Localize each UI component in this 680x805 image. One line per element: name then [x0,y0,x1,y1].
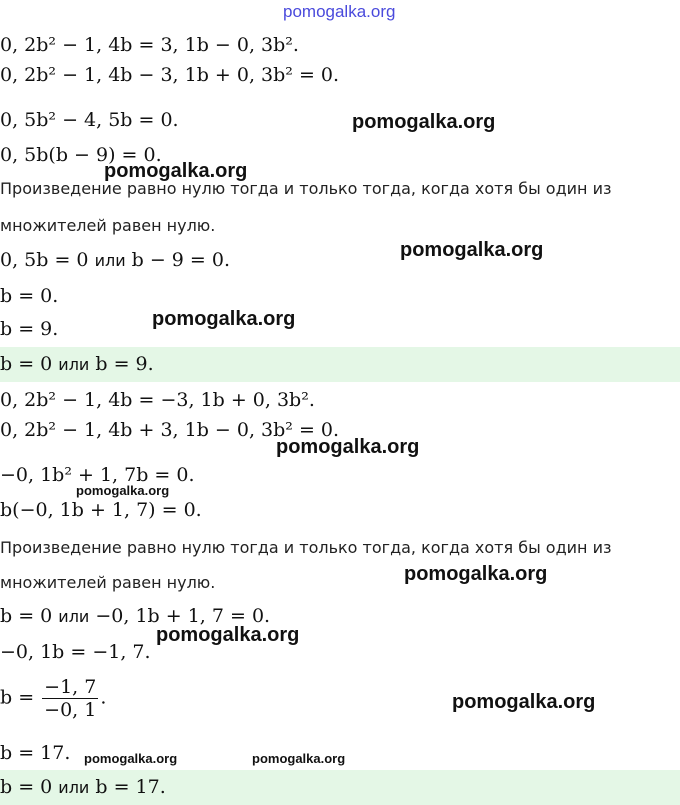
equation-part: . [100,686,107,709]
watermark-text: pomogalka.org [352,111,496,133]
rule-text: Произведение равно нулю тогда и только тогда, когда хотя бы один из [0,538,612,557]
answer-line [0,775,166,800]
equation-part: b = [0,686,35,709]
fraction-numerator: −1, 7 [44,676,97,698]
equation-part: b = 0 [0,776,53,798]
equation-line: 0, 5b(b − 9) = 0. [0,144,162,166]
conjunction-text: или [58,355,90,374]
equation-line: 0, 5b² − 4, 5b = 0. [0,109,179,131]
equation-part: b = 17. [95,776,166,798]
equation-line: b = 17. [0,742,71,764]
equation-part: b = 9. [95,353,154,375]
watermark-top-link[interactable]: pomogalka.org [283,2,396,21]
watermark-text: pomogalka.org [400,239,544,261]
equation-line: −0, 1b² + 1, 7b = 0. [0,464,195,486]
fraction-line [0,676,106,721]
watermark-text: pomogalka.org [156,624,300,646]
equation-line: 0, 2b² − 1, 4b − 3, 1b + 0, 3b² = 0. [0,64,340,86]
conjunction-text: или [58,778,90,797]
equation-line: b = 9. [0,318,59,340]
rule-text: множителей равен нулю. [0,216,216,235]
equation-part: 0, 5b = 0 [0,249,89,271]
rule-text: Произведение равно нулю тогда и только тогда, когда хотя бы один из [0,179,612,198]
equation-part: −0, 1b + 1, 7 = 0. [95,605,271,627]
equation-part: b = 0 [0,605,53,627]
watermark-text: pomogalka.org [276,436,420,458]
equation-line: 0, 2b² − 1, 4b = −3, 1b + 0, 3b². [0,389,315,411]
equation-line: −0, 1b = −1, 7. [0,641,151,663]
rule-text: множителей равен нулю. [0,573,216,592]
answer-line [0,352,154,377]
watermark-text: pomogalka.org [104,160,248,182]
watermark-text: pomogalka.org [84,751,178,766]
watermark-text: pomogalka.org [404,563,548,585]
watermark-text: pomogalka.org [452,691,596,713]
equation-line: 0, 2b² − 1, 4b = 3, 1b − 0, 3b². [0,34,299,56]
fraction [42,676,98,721]
equation-line [0,248,230,273]
watermark-text: pomogalka.org [252,751,346,766]
watermark-text: pomogalka.org [76,483,170,498]
fraction-denominator: −0, 1 [44,699,97,721]
equation-part: b − 9 = 0. [131,249,231,271]
equation-line: 0, 2b² − 1, 4b + 3, 1b − 0, 3b² = 0. [0,419,340,441]
equation-line: b(−0, 1b + 1, 7) = 0. [0,499,202,521]
conjunction-text: или [94,251,126,270]
equation-line: b = 0. [0,285,59,307]
conjunction-text: или [58,607,90,626]
watermark-text: pomogalka.org [152,308,296,330]
equation-part: b = 0 [0,353,53,375]
